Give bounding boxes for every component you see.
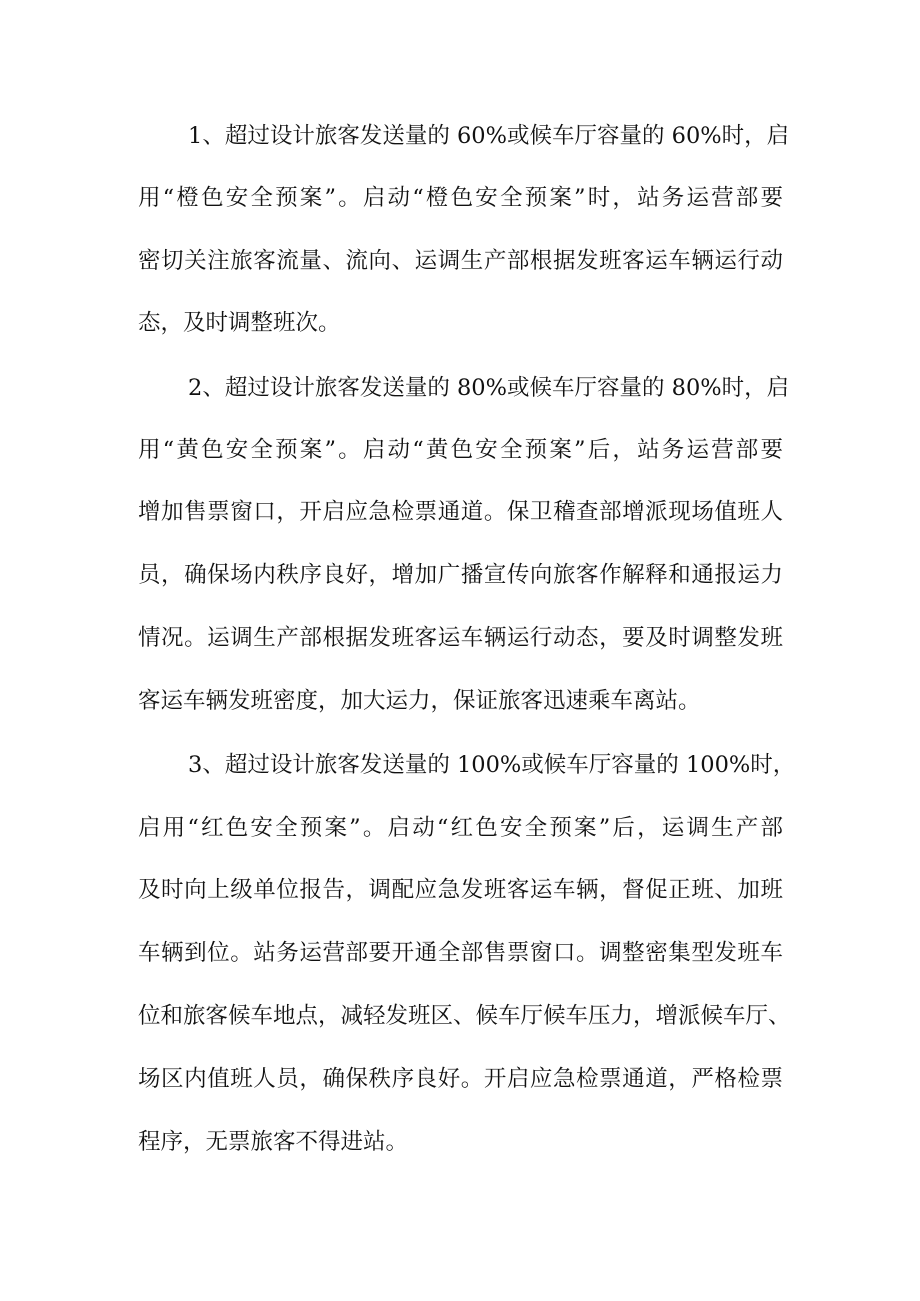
paragraph-2-line-1: 2、超过设计旅客发送量的 80%或候车厅容量的 80%时，启 xyxy=(188,375,790,401)
paragraph-2-line-6: 客运车辆发班密度，加大运力，保证旅客迅速乘车离站。 xyxy=(138,688,701,714)
paragraph-2-line-2: 用“黄色安全预案”。启动“黄色安全预案”后，站务运营部要 xyxy=(138,437,783,463)
paragraph-2-line-4: 员，确保场内秩序良好，增加广播宣传向旅客作解释和通报运力 xyxy=(138,562,783,588)
paragraph-3-line-6: 场区内值班人员，确保秩序良好。开启应急检票通道，严格检票 xyxy=(138,1066,783,1092)
paragraph-2-line-5: 情况。运调生产部根据发班客运车辆运行动态，要及时调整发班 xyxy=(138,625,783,651)
paragraph-1-line-2: 用“橙色安全预案”。启动“橙色安全预案”时，站务运营部要 xyxy=(138,185,783,211)
paragraph-1-line-3: 密切关注旅客流量、流向、运调生产部根据发班客运车辆运行动 xyxy=(138,248,783,274)
paragraph-1-line-1: 1、超过设计旅客发送量的 60%或候车厅容量的 60%时，启 xyxy=(188,123,790,149)
paragraph-3-line-1: 3、超过设计旅客发送量的 100%或候车厅容量的 100%时， xyxy=(188,752,796,778)
paragraph-2-line-3: 增加售票窗口，开启应急检票通道。保卫稽查部增派现场值班人 xyxy=(138,499,783,525)
paragraph-3-line-3: 及时向上级单位报告，调配应急发班客运车辆，督促正班、加班 xyxy=(138,877,783,903)
paragraph-3-line-7: 程序，无票旅客不得进站。 xyxy=(138,1129,409,1155)
paragraph-3-line-5: 位和旅客候车地点，减轻发班区、候车厅候车压力，增派候车厅、 xyxy=(138,1003,791,1029)
paragraph-1-line-4: 态，及时调整班次。 xyxy=(138,310,341,336)
paragraph-3-line-2: 启用“红色安全预案”。启动“红色安全预案”后，运调生产部 xyxy=(138,815,783,841)
paragraph-3-line-4: 车辆到位。站务运营部要开通全部售票窗口。调整密集型发班车 xyxy=(138,940,783,966)
